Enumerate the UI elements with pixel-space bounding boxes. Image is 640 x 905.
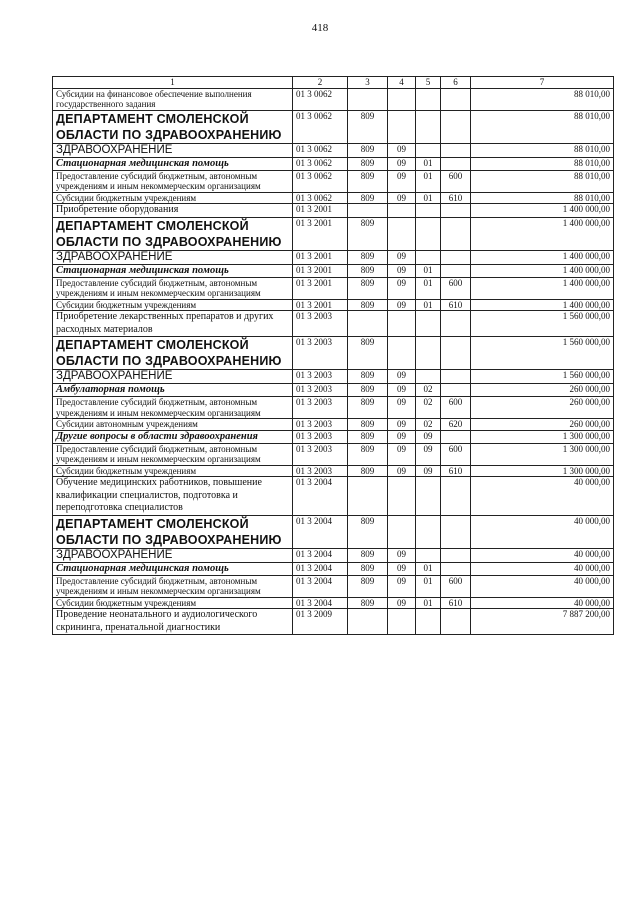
row-expense-type-code (441, 562, 471, 575)
row-expense-type-code: 610 (441, 465, 471, 477)
row-name: Предоставление субсидий бюджетным, автономным учреждениям и иным некоммерческим организациям (53, 575, 293, 597)
row-section-code: 09 (388, 397, 416, 419)
row-department-code: 809 (348, 299, 388, 311)
row-department-code: 809 (348, 515, 388, 548)
row-amount: 1 400 000,00 (471, 264, 614, 277)
row-department-code: 809 (348, 443, 388, 465)
row-expense-type-code (441, 204, 471, 218)
row-subsection-code (416, 515, 441, 548)
row-target-code: 01 3 2001 (293, 299, 348, 311)
row-amount: 260 000,00 (471, 384, 614, 397)
row-expense-type-code (441, 515, 471, 548)
row-department-code: 809 (348, 250, 388, 264)
row-target-code: 01 3 2003 (293, 384, 348, 397)
row-department-code: 809 (348, 170, 388, 192)
row-expense-type-code (441, 384, 471, 397)
row-amount: 40 000,00 (471, 562, 614, 575)
row-section-code: 09 (388, 562, 416, 575)
row-section-code: 09 (388, 192, 416, 204)
row-subsection-code (416, 143, 441, 157)
row-section-code: 09 (388, 419, 416, 431)
table-row (53, 430, 614, 443)
row-name: Обучение медицинских работников, повышение квалификации специалистов, подготовка и переподготовка специалистов (53, 477, 293, 516)
table-row (53, 204, 614, 218)
table-row (53, 192, 614, 204)
row-department-code: 809 (348, 337, 388, 370)
row-section-code: 09 (388, 299, 416, 311)
row-target-code: 01 3 0062 (293, 170, 348, 192)
row-target-code: 01 3 2001 (293, 264, 348, 277)
row-amount: 40 000,00 (471, 597, 614, 609)
row-amount: 40 000,00 (471, 477, 614, 516)
row-name: Амбулаторная помощь (53, 384, 293, 397)
row-department-code: 809 (348, 217, 388, 250)
row-section-code: 09 (388, 264, 416, 277)
budget-table (52, 76, 614, 635)
row-target-code: 01 3 2001 (293, 204, 348, 218)
row-subsection-code: 01 (416, 157, 441, 170)
row-name: ЗДРАВООХРАНЕНИЕ (53, 143, 293, 157)
row-department-code (348, 609, 388, 635)
row-name: Предоставление субсидий бюджетным, автономным учреждениям и иным некоммерческим организациям (53, 170, 293, 192)
row-department-code: 809 (348, 465, 388, 477)
row-section-code: 09 (388, 597, 416, 609)
table-row (53, 419, 614, 431)
row-expense-type-code (441, 370, 471, 384)
row-expense-type-code (441, 548, 471, 562)
row-target-code: 01 3 2004 (293, 597, 348, 609)
row-section-code: 09 (388, 143, 416, 157)
table-row (53, 157, 614, 170)
row-name: Субсидии на финансовое обеспечение выполнения государственного задания (53, 88, 293, 110)
table-row (53, 597, 614, 609)
row-target-code: 01 3 2009 (293, 609, 348, 635)
row-subsection-code (416, 311, 441, 337)
row-amount: 88 010,00 (471, 157, 614, 170)
row-department-code: 809 (348, 384, 388, 397)
row-amount: 40 000,00 (471, 515, 614, 548)
row-expense-type-code (441, 88, 471, 110)
row-subsection-code: 01 (416, 562, 441, 575)
row-target-code: 01 3 0062 (293, 143, 348, 157)
row-subsection-code (416, 217, 441, 250)
row-amount: 1 400 000,00 (471, 217, 614, 250)
row-name: Субсидии бюджетным учреждениям (53, 465, 293, 477)
row-expense-type-code: 600 (441, 443, 471, 465)
row-department-code: 809 (348, 548, 388, 562)
row-subsection-code: 02 (416, 384, 441, 397)
row-target-code: 01 3 2003 (293, 337, 348, 370)
table-row (53, 609, 614, 635)
row-amount: 1 400 000,00 (471, 204, 614, 218)
table-row (53, 515, 614, 548)
row-subsection-code: 01 (416, 597, 441, 609)
row-expense-type-code (441, 217, 471, 250)
row-department-code (348, 311, 388, 337)
row-department-code: 809 (348, 157, 388, 170)
row-section-code: 09 (388, 157, 416, 170)
row-subsection-code: 09 (416, 465, 441, 477)
row-name: Субсидии бюджетным учреждениям (53, 299, 293, 311)
row-expense-type-code (441, 311, 471, 337)
row-section-code (388, 609, 416, 635)
column-header: 6 (441, 77, 471, 89)
row-name: ДЕПАРТАМЕНТ СМОЛЕНСКОЙ ОБЛАСТИ ПО ЗДРАВООХРАНЕНИЮ (53, 217, 293, 250)
row-subsection-code: 01 (416, 192, 441, 204)
row-expense-type-code (441, 157, 471, 170)
row-section-code (388, 515, 416, 548)
row-section-code (388, 337, 416, 370)
row-department-code (348, 477, 388, 516)
page-number: 418 (311, 22, 329, 34)
table-row (53, 370, 614, 384)
row-expense-type-code (441, 430, 471, 443)
row-name: ЗДРАВООХРАНЕНИЕ (53, 250, 293, 264)
row-section-code: 09 (388, 370, 416, 384)
row-amount: 40 000,00 (471, 548, 614, 562)
row-expense-type-code: 610 (441, 299, 471, 311)
row-target-code: 01 3 2004 (293, 477, 348, 516)
row-department-code: 809 (348, 143, 388, 157)
row-department-code: 809 (348, 430, 388, 443)
row-name: Предоставление субсидий бюджетным, автономным учреждениям и иным некоммерческим организациям (53, 397, 293, 419)
row-section-code: 09 (388, 575, 416, 597)
row-subsection-code (416, 370, 441, 384)
row-expense-type-code (441, 250, 471, 264)
row-subsection-code (416, 477, 441, 516)
row-expense-type-code: 600 (441, 170, 471, 192)
row-subsection-code (416, 204, 441, 218)
row-expense-type-code (441, 143, 471, 157)
row-target-code: 01 3 0062 (293, 157, 348, 170)
table-row (53, 465, 614, 477)
row-target-code: 01 3 2001 (293, 277, 348, 299)
row-target-code: 01 3 2004 (293, 575, 348, 597)
row-name: Субсидии бюджетным учреждениям (53, 597, 293, 609)
row-department-code (348, 204, 388, 218)
row-subsection-code: 01 (416, 170, 441, 192)
row-subsection-code: 02 (416, 397, 441, 419)
row-name: ДЕПАРТАМЕНТ СМОЛЕНСКОЙ ОБЛАСТИ ПО ЗДРАВООХРАНЕНИЮ (53, 110, 293, 143)
row-amount: 1 560 000,00 (471, 311, 614, 337)
row-subsection-code: 01 (416, 299, 441, 311)
row-amount: 88 010,00 (471, 192, 614, 204)
row-target-code: 01 3 0062 (293, 110, 348, 143)
row-target-code: 01 3 2003 (293, 430, 348, 443)
column-header: 3 (348, 77, 388, 89)
row-name: ЗДРАВООХРАНЕНИЕ (53, 370, 293, 384)
table-row (53, 110, 614, 143)
row-amount: 260 000,00 (471, 419, 614, 431)
row-amount: 88 010,00 (471, 110, 614, 143)
row-target-code: 01 3 0062 (293, 88, 348, 110)
row-section-code: 09 (388, 465, 416, 477)
row-name: Приобретение оборудования (53, 204, 293, 218)
row-section-code: 09 (388, 443, 416, 465)
row-target-code: 01 3 2003 (293, 370, 348, 384)
row-name: ДЕПАРТАМЕНТ СМОЛЕНСКОЙ ОБЛАСТИ ПО ЗДРАВООХРАНЕНИЮ (53, 515, 293, 548)
row-subsection-code (416, 250, 441, 264)
row-name: Стационарная медицинская помощь (53, 264, 293, 277)
row-name: Проведение неонатального и аудиологического скрининга, пренатальной диагностики (53, 609, 293, 635)
table-row (53, 88, 614, 110)
row-subsection-code (416, 609, 441, 635)
row-expense-type-code (441, 110, 471, 143)
row-target-code: 01 3 2001 (293, 217, 348, 250)
row-amount: 1 560 000,00 (471, 370, 614, 384)
row-expense-type-code: 600 (441, 397, 471, 419)
row-target-code: 01 3 2004 (293, 562, 348, 575)
row-subsection-code: 09 (416, 430, 441, 443)
row-amount: 1 400 000,00 (471, 277, 614, 299)
row-department-code: 809 (348, 192, 388, 204)
row-expense-type-code: 600 (441, 575, 471, 597)
column-header: 2 (293, 77, 348, 89)
row-department-code: 809 (348, 597, 388, 609)
table-row (53, 264, 614, 277)
row-expense-type-code (441, 477, 471, 516)
row-expense-type-code (441, 337, 471, 370)
table-row (53, 384, 614, 397)
row-section-code: 09 (388, 430, 416, 443)
row-target-code: 01 3 2003 (293, 419, 348, 431)
row-department-code: 809 (348, 397, 388, 419)
table-row (53, 477, 614, 516)
row-section-code: 09 (388, 170, 416, 192)
row-amount: 88 010,00 (471, 143, 614, 157)
table-row (53, 337, 614, 370)
row-amount: 1 400 000,00 (471, 299, 614, 311)
row-subsection-code (416, 110, 441, 143)
row-department-code: 809 (348, 110, 388, 143)
row-section-code (388, 217, 416, 250)
table-row (53, 397, 614, 419)
row-section-code (388, 311, 416, 337)
row-section-code: 09 (388, 548, 416, 562)
row-expense-type-code (441, 264, 471, 277)
row-department-code: 809 (348, 419, 388, 431)
row-department-code: 809 (348, 575, 388, 597)
row-subsection-code (416, 548, 441, 562)
row-subsection-code: 01 (416, 277, 441, 299)
row-department-code: 809 (348, 277, 388, 299)
column-header: 1 (53, 77, 293, 89)
row-expense-type-code (441, 609, 471, 635)
row-expense-type-code: 610 (441, 597, 471, 609)
table-row (53, 170, 614, 192)
row-target-code: 01 3 2001 (293, 250, 348, 264)
row-department-code: 809 (348, 562, 388, 575)
row-target-code: 01 3 2003 (293, 465, 348, 477)
row-section-code (388, 88, 416, 110)
row-target-code: 01 3 2003 (293, 397, 348, 419)
row-name: Приобретение лекарственных препаратов и других расходных материалов (53, 311, 293, 337)
row-subsection-code: 01 (416, 264, 441, 277)
row-section-code (388, 110, 416, 143)
row-subsection-code: 01 (416, 575, 441, 597)
row-department-code: 809 (348, 370, 388, 384)
row-section-code: 09 (388, 384, 416, 397)
table-row (53, 311, 614, 337)
table-row (53, 143, 614, 157)
row-section-code: 09 (388, 250, 416, 264)
row-subsection-code: 02 (416, 419, 441, 431)
row-department-code (348, 88, 388, 110)
table-row (53, 277, 614, 299)
table-row (53, 299, 614, 311)
row-name: Стационарная медицинская помощь (53, 562, 293, 575)
row-amount: 1 300 000,00 (471, 465, 614, 477)
header-row (53, 77, 614, 89)
row-subsection-code (416, 88, 441, 110)
row-section-code (388, 477, 416, 516)
row-department-code: 809 (348, 264, 388, 277)
row-name: Субсидии бюджетным учреждениям (53, 192, 293, 204)
row-name: Другие вопросы в области здравоохранения (53, 430, 293, 443)
row-section-code (388, 204, 416, 218)
column-header: 7 (471, 77, 614, 89)
column-header: 4 (388, 77, 416, 89)
row-expense-type-code: 600 (441, 277, 471, 299)
table-row (53, 250, 614, 264)
row-target-code: 01 3 2003 (293, 443, 348, 465)
row-target-code: 01 3 0062 (293, 192, 348, 204)
row-expense-type-code: 620 (441, 419, 471, 431)
row-expense-type-code: 610 (441, 192, 471, 204)
table-row (53, 443, 614, 465)
row-name: Предоставление субсидий бюджетным, автономным учреждениям и иным некоммерческим организациям (53, 443, 293, 465)
row-target-code: 01 3 2004 (293, 548, 348, 562)
row-name: ЗДРАВООХРАНЕНИЕ (53, 548, 293, 562)
row-amount: 1 300 000,00 (471, 430, 614, 443)
row-amount: 1 400 000,00 (471, 250, 614, 264)
row-amount: 88 010,00 (471, 170, 614, 192)
table-row (53, 548, 614, 562)
row-amount: 1 300 000,00 (471, 443, 614, 465)
row-target-code: 01 3 2004 (293, 515, 348, 548)
row-target-code: 01 3 2003 (293, 311, 348, 337)
table-row (53, 575, 614, 597)
row-amount: 40 000,00 (471, 575, 614, 597)
table-row (53, 217, 614, 250)
row-name: ДЕПАРТАМЕНТ СМОЛЕНСКОЙ ОБЛАСТИ ПО ЗДРАВООХРАНЕНИЮ (53, 337, 293, 370)
column-header: 5 (416, 77, 441, 89)
row-amount: 88 010,00 (471, 88, 614, 110)
row-subsection-code: 09 (416, 443, 441, 465)
row-section-code: 09 (388, 277, 416, 299)
row-name: Стационарная медицинская помощь (53, 157, 293, 170)
row-subsection-code (416, 337, 441, 370)
row-amount: 7 887 200,00 (471, 609, 614, 635)
row-name: Субсидии автономным учреждениям (53, 419, 293, 431)
row-amount: 260 000,00 (471, 397, 614, 419)
row-name: Предоставление субсидий бюджетным, автономным учреждениям и иным некоммерческим организациям (53, 277, 293, 299)
table-row (53, 562, 614, 575)
row-amount: 1 560 000,00 (471, 337, 614, 370)
